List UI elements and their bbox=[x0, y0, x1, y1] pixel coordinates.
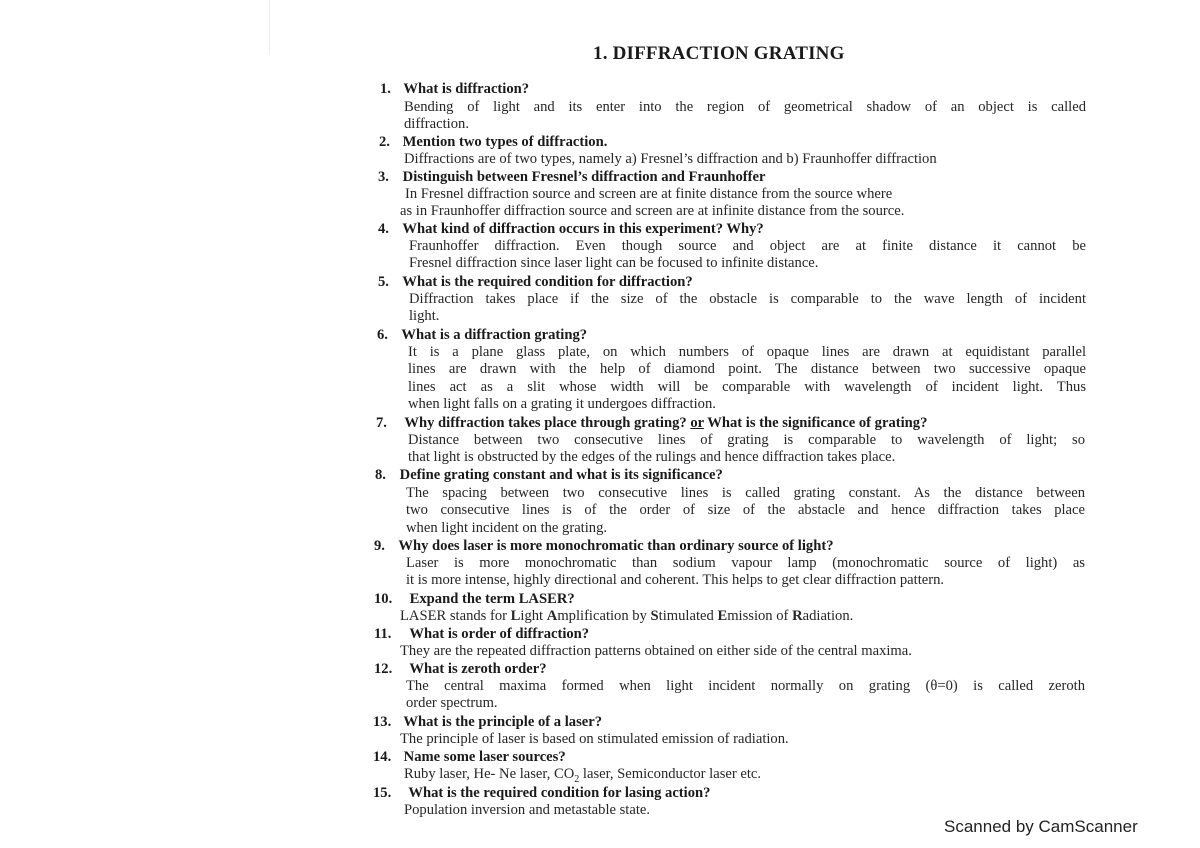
question-text-part-b: What is the significance of grating? bbox=[707, 415, 928, 431]
question-number: 2. bbox=[379, 134, 390, 150]
answer bbox=[400, 731, 789, 748]
answer-line: order spectrum. bbox=[406, 695, 498, 712]
question bbox=[374, 626, 589, 643]
answer bbox=[400, 186, 904, 221]
question-text: What is zeroth order? bbox=[409, 661, 547, 677]
question bbox=[376, 415, 927, 432]
answer-line: Fraunhoffer diffraction. Even though source and object are at finite distance it cannot be bbox=[409, 238, 1086, 254]
question-text-part-a: Why diffraction takes place through grating? bbox=[404, 415, 687, 431]
question-text: Define grating constant and what is its significance? bbox=[399, 467, 723, 483]
answer-line: diffraction. bbox=[404, 116, 469, 133]
answer bbox=[404, 802, 650, 819]
question-number: 9. bbox=[374, 538, 385, 554]
question-number: 6. bbox=[377, 327, 388, 343]
page-edge-divider bbox=[269, 0, 270, 55]
answer-line: The principle of laser is based on stimulated emission of radiation. bbox=[400, 731, 789, 747]
question bbox=[375, 467, 723, 484]
question-number: 4. bbox=[378, 221, 389, 237]
answer-line: light. bbox=[409, 308, 440, 325]
answer-line: Distance between two consecutive lines of grating is comparable to wavelength of light; so bbox=[408, 432, 1085, 448]
answer bbox=[406, 678, 1085, 713]
question-number: 15. bbox=[373, 785, 392, 801]
acronym-letter: A bbox=[546, 608, 558, 624]
question bbox=[374, 661, 547, 678]
question-number: 10. bbox=[374, 591, 393, 607]
answer-text: timulated bbox=[658, 608, 718, 624]
question bbox=[374, 538, 834, 555]
acronym-letter: R bbox=[792, 608, 803, 624]
answer-line: as in Fraunhoffer diffraction source and screen are at infinite distance from the source. bbox=[400, 203, 905, 220]
answer bbox=[408, 344, 1086, 414]
answer-line bbox=[400, 608, 853, 625]
question-number: 5. bbox=[378, 274, 389, 290]
answer-line: two consecutive lines is of the order of size of the abstacle and hence diffraction takes place bbox=[406, 502, 1085, 519]
question-text: What is order of diffraction? bbox=[409, 626, 590, 642]
answer bbox=[408, 432, 1085, 467]
answer-text: LASER stands for bbox=[400, 608, 511, 624]
question-number: 14. bbox=[373, 749, 392, 765]
question-text: What is diffraction? bbox=[403, 81, 530, 97]
question-number: 7. bbox=[376, 415, 387, 431]
answer bbox=[400, 643, 912, 660]
answer bbox=[404, 766, 761, 783]
answer-text: mission of bbox=[727, 608, 793, 624]
page-title: 1. DIFFRACTION GRATING bbox=[593, 43, 845, 64]
question-number: 11. bbox=[374, 626, 392, 642]
question-number: 12. bbox=[374, 661, 393, 677]
question bbox=[380, 81, 529, 98]
answer-text: adiation. bbox=[802, 608, 854, 624]
question-number: 1. bbox=[380, 81, 391, 97]
question-text-or: or bbox=[690, 415, 704, 431]
question-text: What is a diffraction grating? bbox=[401, 327, 588, 343]
question-text: What is the required condition for diffraction? bbox=[402, 274, 693, 290]
answer bbox=[400, 608, 853, 625]
question bbox=[379, 134, 607, 151]
answer bbox=[406, 555, 1085, 590]
answer-line: lines are drawn with the help of diamond point. The distance between two successive opaque bbox=[408, 361, 1086, 378]
answer bbox=[404, 151, 937, 168]
acronym-letter: L bbox=[510, 608, 521, 624]
question-text: What is the principle of a laser? bbox=[403, 714, 603, 730]
answer-line: Fresnel diffraction since laser light can be focused to infinite distance. bbox=[409, 255, 819, 272]
acronym-letter: S bbox=[650, 608, 659, 624]
question-text: Mention two types of diffraction. bbox=[402, 134, 608, 150]
answer-line: Diffractions are of two types, namely a) Fresnel’s diffraction and b) Fraunhoffer diffraction bbox=[404, 151, 937, 167]
answer-line: Diffraction takes place if the size of the obstacle is comparable to the wave length of incident bbox=[409, 291, 1086, 307]
answer-line: They are the repeated diffraction patterns obtained on either side of the central maxima. bbox=[400, 643, 912, 659]
answer-line: when light falls on a grating it undergoes diffraction. bbox=[408, 396, 716, 413]
answer bbox=[406, 485, 1085, 537]
question bbox=[378, 221, 764, 238]
question-number: 8. bbox=[375, 467, 386, 483]
answer-line: In Fresnel diffraction source and screen are at finite distance from the source where bbox=[405, 186, 893, 202]
answer-line: Laser is more monochromatic than sodium vapour lamp (monochromatic source of light) as bbox=[406, 555, 1085, 571]
answer-line: that light is obstructed by the edges of the rulings and hence diffraction takes place. bbox=[408, 449, 896, 466]
question bbox=[374, 591, 575, 608]
answer bbox=[404, 99, 1086, 134]
answer-line: It is a plane glass plate, on which numbers of opaque lines are drawn at equidistant parallel bbox=[408, 344, 1086, 360]
question bbox=[378, 274, 693, 291]
subscript: 2 bbox=[574, 773, 580, 785]
question bbox=[378, 169, 765, 186]
answer bbox=[409, 238, 1086, 273]
question-text: Why does laser is more monochromatic than ordinary source of light? bbox=[398, 538, 834, 554]
answer-line: The spacing between two consecutive lines is called grating constant. As the distance between bbox=[406, 485, 1085, 501]
answer-line: Bending of light and its enter into the region of geometrical shadow of an object is called bbox=[404, 99, 1086, 115]
question-number: 3. bbox=[378, 169, 389, 185]
question bbox=[377, 327, 587, 344]
question-text: Name some laser sources? bbox=[403, 749, 566, 765]
answer-line: it is more intense, highly directional and coherent. This helps to get clear diffraction pattern. bbox=[406, 572, 945, 589]
question-text: What is the required condition for lasing action? bbox=[408, 785, 711, 801]
answer-line: The central maxima formed when light incident normally on grating (θ=0) is called zeroth bbox=[406, 678, 1085, 694]
question-number: 13. bbox=[373, 714, 392, 730]
question bbox=[373, 749, 566, 766]
answer-line: lines act as a slit whose width will be comparable with wavelength of incident light. Thus bbox=[408, 378, 1086, 395]
question-text: Expand the term LASER? bbox=[409, 591, 575, 607]
answer-text: mplification by bbox=[557, 608, 651, 624]
question-text: What kind of diffraction occurs in this experiment? Why? bbox=[402, 221, 764, 237]
question bbox=[373, 714, 602, 731]
question-text: Distinguish between Fresnel’s diffraction and Fraunhoffer bbox=[402, 169, 766, 185]
scanner-watermark: Scanned by CamScanner bbox=[944, 817, 1138, 836]
answer-line bbox=[404, 766, 761, 783]
answer bbox=[409, 291, 1086, 326]
answer-text: ight bbox=[520, 608, 547, 624]
answer-line: Population inversion and metastable state. bbox=[404, 802, 651, 818]
question bbox=[373, 785, 710, 802]
answer-line: when light incident on the grating. bbox=[406, 519, 608, 536]
acronym-letter: E bbox=[717, 608, 728, 624]
answer-text: Ruby laser, He- Ne laser, CO bbox=[404, 766, 575, 782]
answer-text: laser, Semiconductor laser etc. bbox=[579, 766, 762, 782]
